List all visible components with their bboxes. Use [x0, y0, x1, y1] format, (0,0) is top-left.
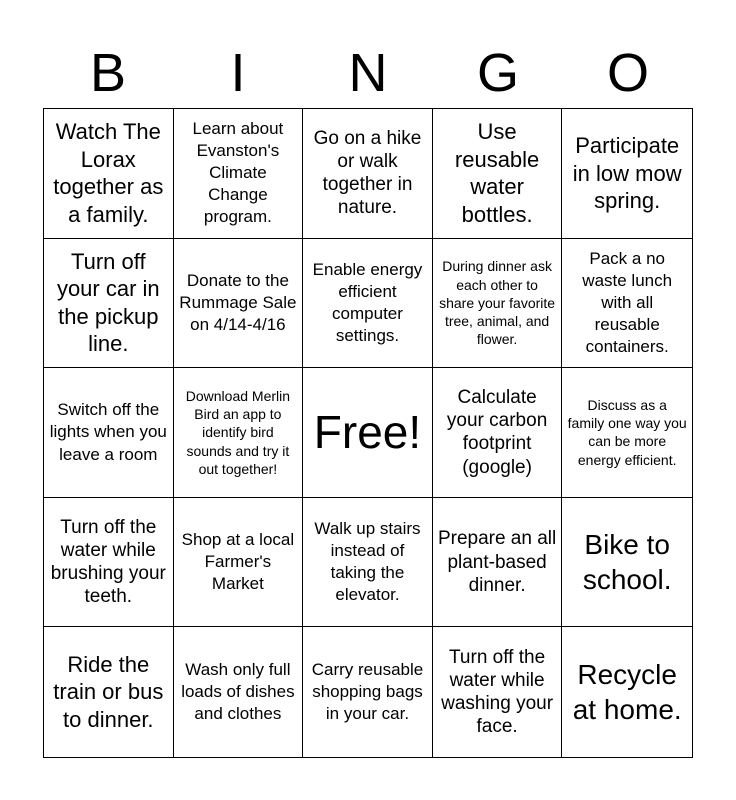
bingo-cell-text: Discuss as a family one way you can be more energy efficient. [567, 397, 687, 468]
bingo-cell-text: Turn off your car in the pickup line. [56, 248, 160, 357]
bingo-cell[interactable] [433, 109, 563, 239]
header-letter-i: I [230, 43, 246, 103]
bingo-card-grid [43, 108, 693, 758]
bingo-cell[interactable] [562, 498, 692, 628]
bingo-cell-text: Switch off the lights when you leave a room [49, 400, 167, 464]
bingo-cell[interactable] [562, 627, 692, 757]
header-letter-b: B [89, 43, 127, 103]
bingo-cell[interactable] [303, 239, 433, 369]
bingo-cell[interactable] [174, 627, 304, 757]
bingo-cell-text: Bike to school. [582, 529, 672, 596]
bingo-cell-text: Pack a no waste lunch with all reusable containers. [582, 248, 673, 357]
bingo-cell-text: Turn off the water while brushing your teeth. [50, 516, 166, 608]
bingo-cell[interactable] [562, 239, 692, 369]
bingo-cell[interactable] [44, 498, 174, 628]
bingo-cell[interactable] [562, 368, 692, 498]
bingo-cell-text: Carry reusable shopping bags in your car. [311, 660, 424, 724]
bingo-cell-text: Enable energy efficient computer settings. [312, 259, 423, 345]
bingo-cell[interactable] [562, 109, 692, 239]
bingo-cell[interactable] [174, 368, 304, 498]
bingo-cell-text: Prepare an all plant-based dinner. [437, 528, 557, 596]
bingo-cell-text: Go on a hike or walk together in nature. [313, 127, 422, 219]
bingo-cell-text: Wash only full loads of dishes and clothes [181, 660, 295, 724]
bingo-cell-text: Download Merlin Bird an app to identify bird sounds and try it out together! [185, 388, 291, 477]
bingo-cell-text: Donate to the Rummage Sale on 4/14-4/16 [179, 270, 297, 334]
bingo-cell[interactable] [174, 109, 304, 239]
bingo-cell[interactable] [303, 498, 433, 628]
bingo-cell[interactable] [433, 627, 563, 757]
bingo-header [43, 38, 693, 108]
bingo-cell-text: Learn about Evanston's Climate Change program. [192, 119, 284, 227]
header-letter-n: N [348, 43, 388, 103]
bingo-cell[interactable] [44, 368, 174, 498]
bingo-cell[interactable] [433, 368, 563, 498]
bingo-cell[interactable] [303, 627, 433, 757]
bingo-cell[interactable] [433, 498, 563, 628]
bingo-cell-text: Free! [313, 406, 422, 459]
bingo-cell[interactable] [174, 239, 304, 369]
bingo-cell-text: Ride the train or bus to dinner. [53, 651, 164, 732]
bingo-cell[interactable] [44, 109, 174, 239]
bingo-cell-text: Watch The Lorax together as a family. [53, 119, 164, 227]
bingo-cell[interactable] [433, 239, 563, 369]
bingo-cell-text: Use reusable water bottles. [454, 119, 540, 227]
free-space-cell[interactable] [303, 368, 433, 498]
bingo-cell[interactable] [174, 498, 304, 628]
bingo-cell-text: Calculate your carbon footprint (google) [446, 387, 548, 478]
bingo-cell[interactable] [44, 627, 174, 757]
bingo-cell-text: Participate in low mow spring. [572, 133, 682, 214]
header-letter-g: G [476, 43, 519, 103]
header-letter-o: O [606, 43, 649, 103]
bingo-cell-text: During dinner ask each other to share your favorite tree, animal, and flower. [439, 258, 556, 348]
bingo-cell[interactable] [303, 109, 433, 239]
bingo-cell-text: Turn off the water while washing your face. [441, 646, 554, 738]
bingo-cell-text: Recycle at home. [572, 659, 682, 726]
bingo-cell-text: Walk up stairs instead of taking the elevator. [314, 518, 421, 605]
bingo-cell-text: Shop at a local Farmer's Market [181, 529, 295, 594]
bingo-cell[interactable] [44, 239, 174, 369]
